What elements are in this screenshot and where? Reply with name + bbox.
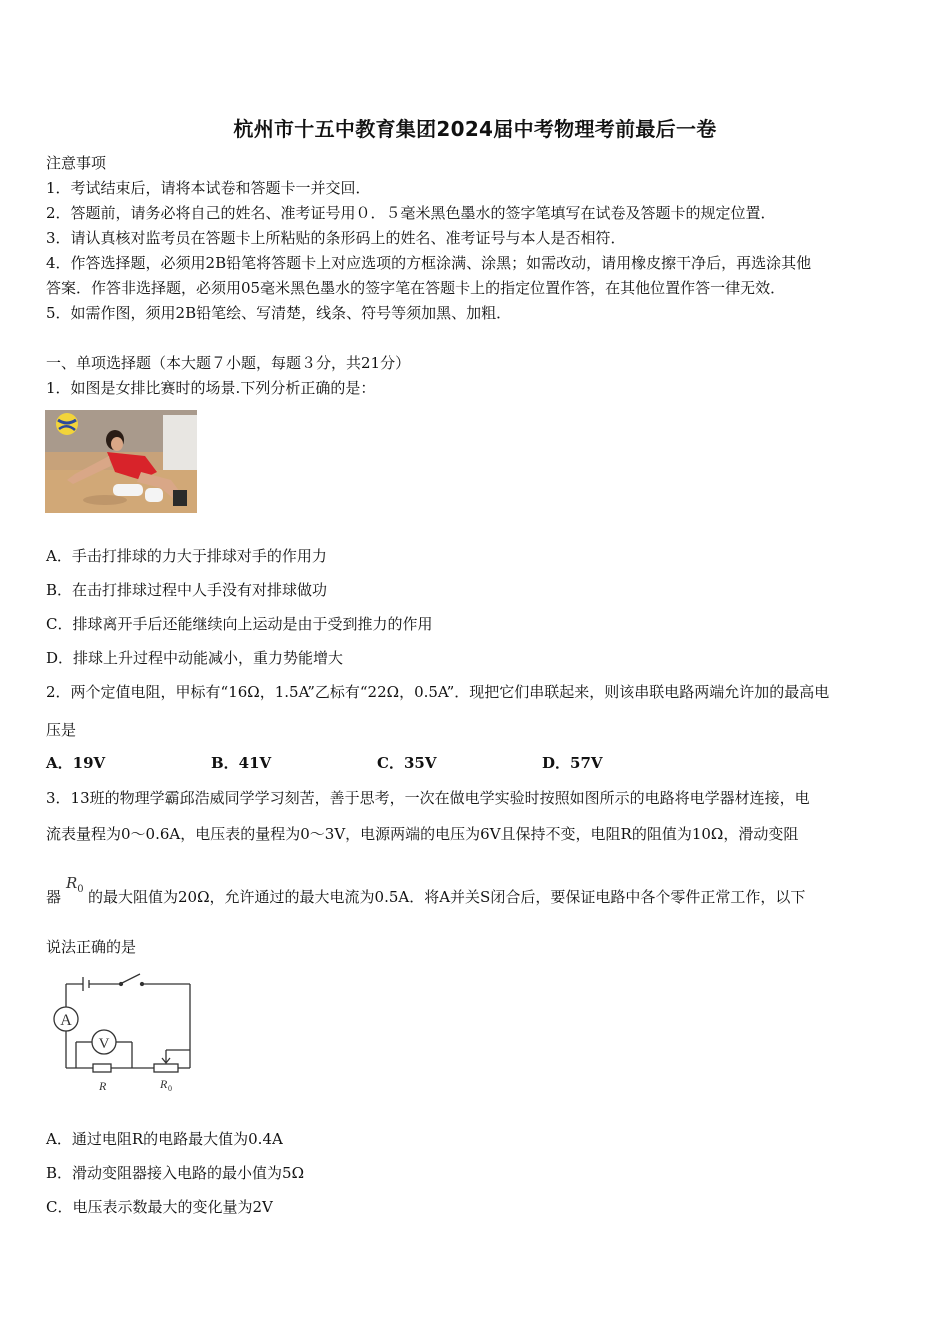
q2-option-d: D．57V [542, 754, 603, 772]
r0-subscript: 0 [77, 884, 84, 895]
question-3-stem-cont: 流表量程为0～0.6A，电压表的量程为0～3V，电源两端的电压为6V且保持不变，电阻R的阻值为10Ω，滑动变阻 [46, 825, 799, 843]
question-3-stem-prefix: 器 [46, 888, 62, 906]
rheostat-label: R [160, 1077, 168, 1091]
exam-title: 杭州市十五中教育集团2024届中考物理考前最后一卷 [233, 117, 717, 141]
section-heading: 一、单项选择题（本大题７小题，每题３分，共21分） [46, 354, 411, 372]
q2-option-a: A．19V [46, 754, 106, 772]
question-1-stem: 1．如图是女排比赛时的场景.下列分析正确的是： [46, 379, 376, 397]
circuit-diagram [48, 970, 196, 1094]
question-3-stem: 3．13班的物理学霸邱浩威同学学习刻苦，善于思考，一次在做电学实验时按照如图所示的电路将电学器材连接，电 [46, 789, 810, 807]
resistor-label: R [99, 1079, 107, 1093]
notice-item: 3．请认真核对监考员在答题卡上所粘贴的条形码上的姓名、准考证号与本人是否相符． [46, 229, 626, 247]
question-3-stem-end: 说法正确的是 [46, 938, 137, 956]
notice-item: 1．考试结束后，请将本试卷和答题卡一并交回． [46, 179, 371, 197]
notice-item: 4．作答选择题，必须用2B铅笔将答题卡上对应选项的方框涂满、涂黑；如需改动，请用橡皮擦干净后，再选涂其他 [46, 254, 812, 272]
notice-heading: 注意事项 [46, 154, 107, 172]
q1-option-a: A．手击打排球的力大于排球对手的作用力 [46, 547, 327, 565]
voltmeter-label: V [98, 1036, 110, 1052]
q2-option-c: C．35V [377, 754, 437, 772]
ammeter-label: A [60, 1012, 72, 1029]
q2-option-b: B．41V [211, 754, 272, 772]
circuit-schematic [48, 970, 196, 1094]
notice-item: 2．答题前，请务必将自己的姓名、准考证号用０．５毫米黑色墨水的签字笔填写在试卷及答题卡的规定位置． [46, 204, 776, 222]
q1-option-d: D．排球上升过程中动能减小，重力势能增大 [46, 649, 344, 667]
question-2-stem: 2．两个定值电阻，甲标有“16Ω，1.5A”乙标有“22Ω，0.5A”．现把它们串联起来，则该串联电路两端允许加的最高电 [46, 683, 830, 701]
q3-option-a: A．通过电阻R的电路最大值为0.4A [46, 1130, 283, 1148]
notice-item: 答案．作答非选择题，必须用05毫米黑色墨水的签字笔在答题卡上的指定位置作答，在其他位置作答一律无效． [46, 279, 786, 297]
notice-item: 5．如需作图，须用2B铅笔绘、写清楚，线条、符号等须加黑、加粗． [46, 304, 512, 322]
volleyball-player-illustration [45, 410, 197, 513]
q3-option-b: B．滑动变阻器接入电路的最小值为5Ω [46, 1164, 305, 1182]
rheostat-subscript: 0 [168, 1084, 172, 1093]
volleyball-photo [45, 410, 197, 513]
q3-option-c: C．电压表示数最大的变化量为2V [46, 1198, 273, 1216]
r0-letter: R [66, 874, 78, 892]
question-3-stem-rest: 的最大阻值为20Ω，允许通过的最大电流为0.5A．将A并关S闭合后，要保证电路中各个零件正常工作，以下 [88, 888, 806, 906]
r0-symbol [66, 874, 84, 895]
question-2-stem-cont: 压是 [46, 721, 77, 739]
q1-option-c: C．排球离开手后还能继续向上运动是由于受到推力的作用 [46, 615, 433, 633]
q1-option-b: B．在击打排球过程中人手没有对排球做功 [46, 581, 328, 599]
